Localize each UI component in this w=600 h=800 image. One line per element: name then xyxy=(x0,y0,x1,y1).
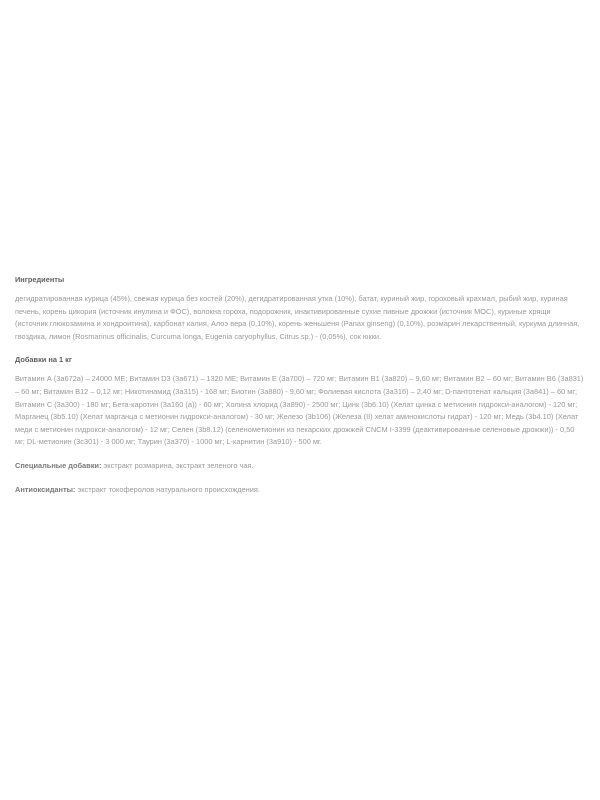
special-additives-text: экстракт розмарина, экстракт зеленого чая. xyxy=(101,460,254,470)
special-additives xyxy=(15,460,585,473)
antioxidants xyxy=(15,484,585,497)
ingredients-text: дегидратированная курица (45%), свежая курица без костей (20%), дегидратированная утка (10%), батат, куриный жир, гороховый крахмал, рыбий жир, куриная печень, корень цикория (источник инулина и ФОС), волокна гороха, подорожник, инактивированные сухие пивные дрожжи (источник МОС), куриные хрящи (источник глюкозамина и хондроитина), карбонат калия, Алоэ вера (0,10%), корень женьшеня (Panax ginseng) (0,10%), розмарин лекарственный, куркума длинная, гвоздика, лимон (Rosmarinus officinalis, Curcuma longa, Eugenia caryophyllus, Citrus sp.) - (0,05%), сок юкки. xyxy=(15,294,580,341)
additives-text: Витамин А (3а672а) – 24000 МЕ; Витамин D3 (3а671) – 1320 МЕ; Витамин Е (3а700) – 720 мг; Витамин В1 (3а820) – 9,60 мг; Витамин В2 – 60 мг; Витамин В6 (3а831) – 60 мг; Витамин В12 – 0,12 мг; Никотинамид (3а315) - 168 мг; Биотин (3а880) - 9,60 мг; Фолиевая кислота (3а316) – 2,40 мг; D-пантотенат кальция (3а841) – 60 мг; Витамин С (3а300) - 180 мг; Бета-каротин (3а160 (а)) - 60 мг; Холина хлорид (3а890) - 2500 мг; Цинк (3b6.10) (Хелат цинка с метионин гидрокси-аналогом) - 120 мг; Марганец (3b5.10) (Хелат марганца с метионин гидрокси-аналогом) - 30 мг; Железо (3b106) (Железа (II) хелат аминокислоты гидрат) - 120 мг; Медь (3b4.10) (Хелат меди с метионин гидрокси-аналогом) - 12 мг; Селен (3b8.12) (селенометионин из пекарских дрожжей CNCM I-3399 (деактивированные селеновые дрожжи)) - 0,50 мг; DL-метионин (3c301) - 3 000 мг; Таурин (3а370) - 1000 мг; L-карнитин (3а910) - 500 мг. xyxy=(15,374,584,447)
additives-heading: Добавки на 1 кг xyxy=(15,355,72,365)
product-composition xyxy=(15,274,585,496)
ingredients-heading: Ингредиенты xyxy=(15,275,65,284)
antioxidants-label: Антиоксиданты: xyxy=(15,484,76,494)
antioxidants-text: экстракт токоферолов натурального происхождения. xyxy=(75,484,260,494)
special-additives-label: Специальные добавки: xyxy=(15,460,102,470)
